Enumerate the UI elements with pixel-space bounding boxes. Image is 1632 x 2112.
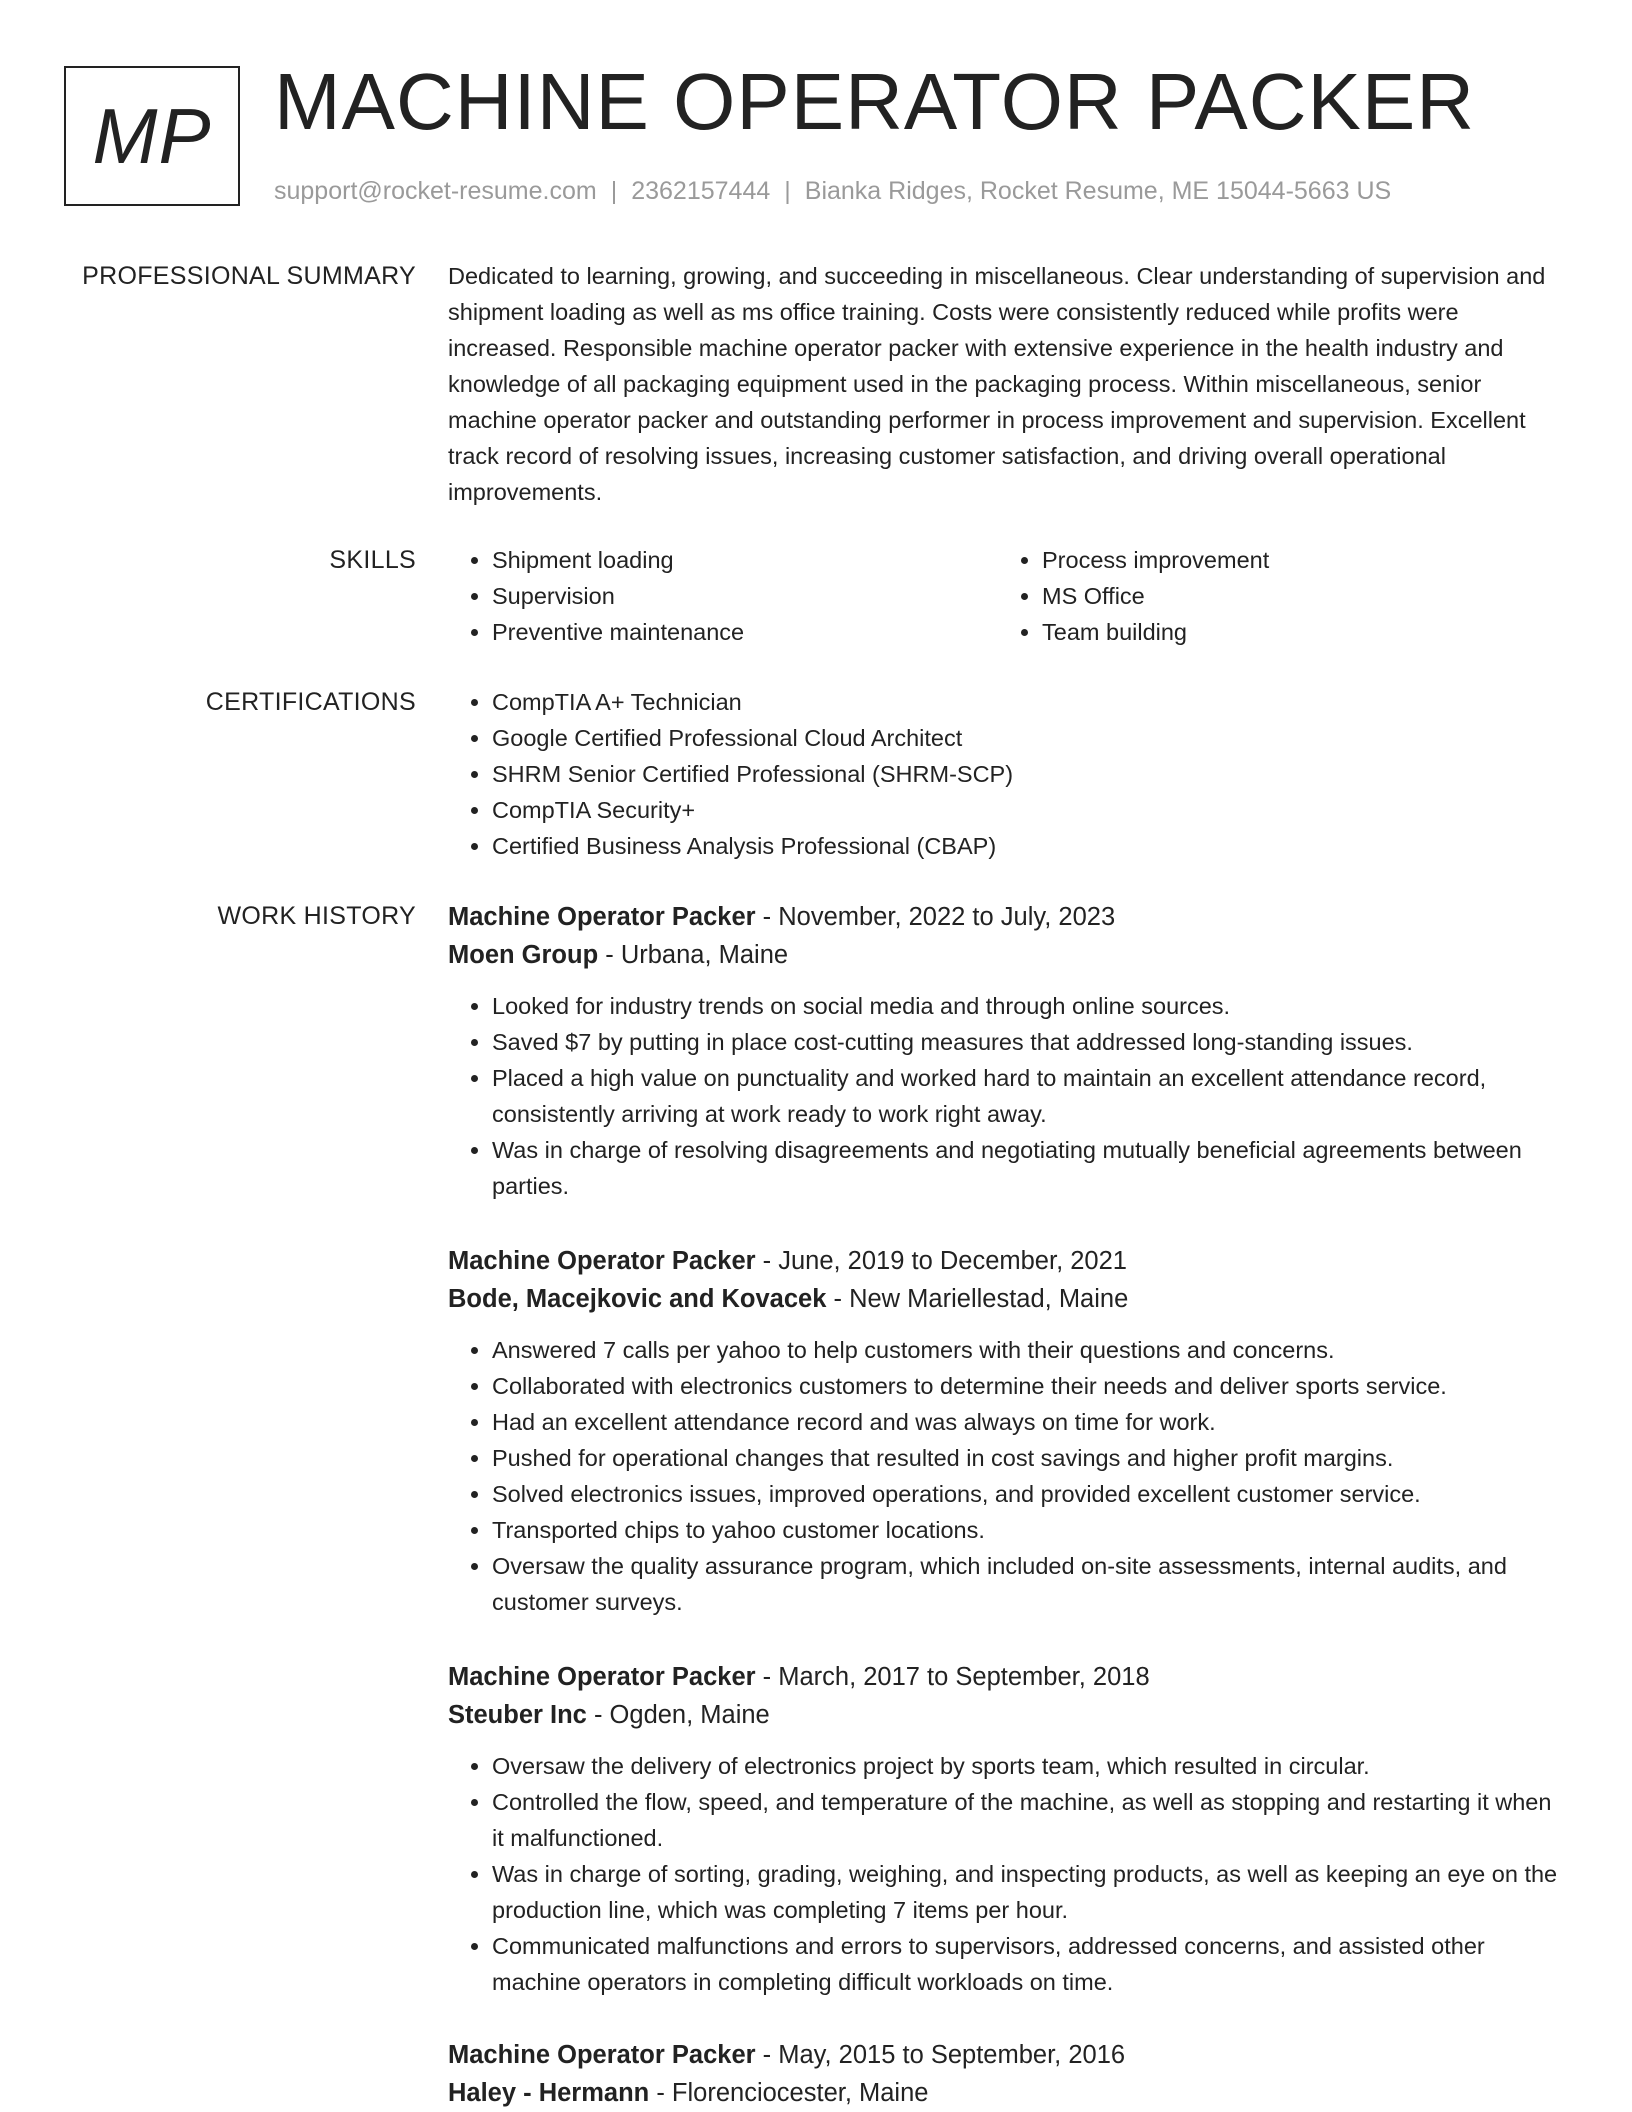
certification-item: • Certified Business Analysis Professional (CBAP)	[492, 828, 1562, 864]
job-title-line	[448, 2036, 1562, 2074]
job-bullet: • Oversaw the quality assurance program, which included on-site assessments, internal audits, and customer surveys.	[492, 1548, 1562, 1620]
job-company: Haley - Hermann	[448, 2079, 650, 2107]
job-location: Florenciocester, Maine	[671, 2079, 929, 2107]
job-company-line	[448, 936, 1562, 974]
job-dates: June, 2019 to December, 2021	[778, 1247, 1127, 1275]
job-bullets	[448, 1332, 1562, 1620]
section-label-skills: SKILLS	[329, 546, 416, 574]
job-title: Machine Operator Packer	[448, 1247, 756, 1275]
job-dash: -	[598, 941, 621, 969]
job-dash: -	[586, 1701, 610, 1729]
contact-separator: |	[610, 177, 618, 205]
job-bullet: • Had an excellent attendance record and was always on time for work.	[492, 1404, 1562, 1440]
job-bullet: • Solved electronics issues, improved operations, and provided excellent customer service.	[492, 1476, 1562, 1512]
job-bullets	[448, 988, 1562, 1204]
job-bullet: • Communicated malfunctions and errors to supervisors, addressed concerns, and assisted other machine operators in completing difficult workloads on time.	[492, 1928, 1562, 2000]
job-bullet: • Looked for industry trends on social media and through online sources.	[492, 988, 1562, 1024]
job-title-line	[448, 1658, 1562, 1696]
skills-list-right	[998, 542, 1548, 650]
contact-separator: |	[784, 177, 791, 205]
job-bullet: • Transported chips to yahoo customer locations.	[492, 1512, 1562, 1548]
job-company-line	[448, 2074, 1562, 2112]
job-company-line	[448, 1280, 1562, 1318]
certification-item: • SHRM Senior Certified Professional (SHRM-SCP)	[492, 756, 1562, 792]
job-entry	[448, 2036, 1562, 2112]
job-title-line	[448, 898, 1562, 936]
job-dash: -	[755, 1247, 779, 1275]
job-bullet: • Controlled the flow, speed, and temperature of the machine, as well as stopping and restarting it when it malfunctioned.	[492, 1784, 1562, 1856]
job-dates: March, 2017 to September, 2018	[778, 1663, 1150, 1691]
job-bullet: • Collaborated with electronics customers to determine their needs and deliver sports service.	[492, 1368, 1562, 1404]
job-entry	[448, 1242, 1562, 1620]
job-bullet: • Answered 7 calls per yahoo to help customers with their questions and concerns.	[492, 1332, 1562, 1368]
job-dates: May, 2015 to September, 2016	[778, 2041, 1126, 2069]
skills-grid	[448, 542, 1562, 650]
job-dash: -	[755, 903, 779, 931]
job-company: Steuber Inc	[448, 1701, 587, 1729]
skills-list-left	[448, 542, 998, 650]
certifications-list	[448, 684, 1562, 864]
job-bullet: • Saved $7 by putting in place cost-cutting measures that addressed long-standing issues.	[492, 1024, 1562, 1060]
job-entry	[448, 898, 1562, 1204]
skill-item: • Preventive maintenance	[492, 614, 998, 650]
job-dash: -	[649, 2079, 672, 2107]
job-location: Urbana, Maine	[620, 941, 789, 969]
contact-phone[interactable]: 2362157444	[631, 177, 771, 205]
job-company-line	[448, 1696, 1562, 1734]
skill-item: • Shipment loading	[492, 542, 998, 578]
job-bullet: • Was in charge of resolving disagreements and negotiating mutually beneficial agreements between parties.	[492, 1132, 1562, 1204]
contact-line	[274, 174, 1391, 208]
skill-item: • MS Office	[1042, 578, 1548, 614]
certifications-body	[448, 684, 1562, 864]
section-label-summary: PROFESSIONAL SUMMARY	[82, 262, 416, 290]
job-company: Moen Group	[448, 941, 599, 969]
job-bullets	[448, 1748, 1562, 2000]
skill-item: • Process improvement	[1042, 542, 1548, 578]
section-label-work-history: WORK HISTORY	[217, 902, 416, 930]
job-dash: -	[755, 2041, 779, 2069]
job-bullet: • Pushed for operational changes that resulted in cost savings and higher profit margins.	[492, 1440, 1562, 1476]
job-dash: -	[755, 1663, 779, 1691]
job-title: Machine Operator Packer	[448, 903, 756, 931]
skill-item: • Team building	[1042, 614, 1548, 650]
certification-item: • CompTIA A+ Technician	[492, 684, 1562, 720]
job-dash: -	[826, 1285, 850, 1313]
skill-item: • Supervision	[492, 578, 998, 614]
certification-item: • CompTIA Security+	[492, 792, 1562, 828]
summary-body	[448, 258, 1562, 510]
monogram-logo: MP	[64, 66, 240, 206]
job-bullet: • Oversaw the delivery of electronics project by sports team, which resulted in circular.	[492, 1748, 1562, 1784]
section-label-certifications: CERTIFICATIONS	[205, 688, 416, 716]
job-company: Bode, Macejkovic and Kovacek	[448, 1285, 827, 1313]
contact-address: Bianka Ridges, Rocket Resume, ME 15044-5663 US	[804, 177, 1392, 205]
job-bullet: • Was in charge of sorting, grading, weighing, and inspecting products, as well as keeping an eye on the production line, which was completing 7 items per hour.	[492, 1856, 1562, 1928]
certification-item: • Google Certified Professional Cloud Architect	[492, 720, 1562, 756]
contact-email[interactable]: support@rocket-resume.com	[274, 177, 597, 205]
job-bullet: • Placed a high value on punctuality and worked hard to maintain an excellent attendance record, consistently arriving at work ready to work right away.	[492, 1060, 1562, 1132]
job-location: Ogden, Maine	[609, 1701, 770, 1729]
job-title: Machine Operator Packer	[448, 1663, 756, 1691]
job-location: New Mariellestad, Maine	[849, 1285, 1129, 1313]
job-title: Machine Operator Packer	[448, 2041, 756, 2069]
summary-text: Dedicated to learning, growing, and succeeding in miscellaneous. Clear understanding of supervision and shipment loading as well as ms office training. Costs were consistently reduced while profits were increased. Responsible machine operator packer with extensive experience in the health industry and knowledge of all packaging equipment used in the packaging process. Within miscellaneous, senior machine operator packer and outstanding performer in process improvement and supervision. Excellent track record of resolving issues, increasing customer satisfaction, and driving overall operational improvements.	[448, 263, 1546, 505]
job-title-line	[448, 1242, 1562, 1280]
page-title: MACHINE OPERATOR PACKER	[274, 57, 1475, 146]
job-dates: November, 2022 to July, 2023	[778, 903, 1116, 931]
job-entry	[448, 1658, 1562, 2000]
